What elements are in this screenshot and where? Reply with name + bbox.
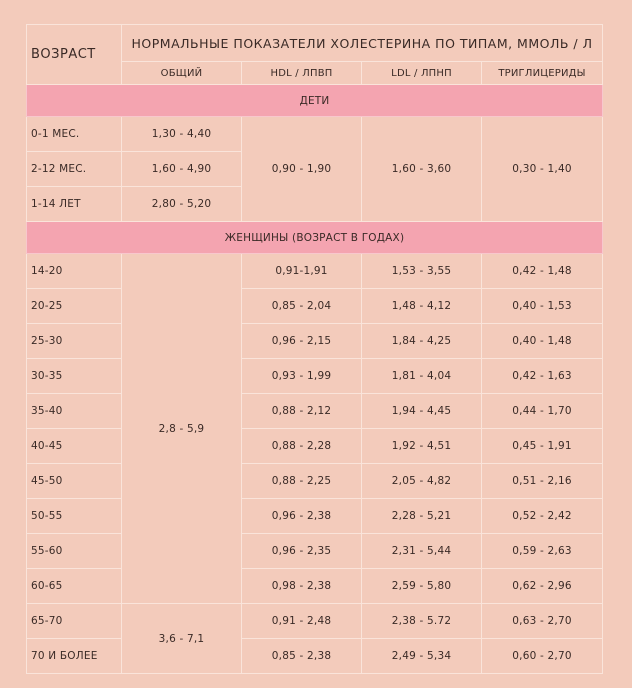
table-row (27, 569, 603, 604)
age-cell: 25-30 (27, 324, 122, 359)
hdl-cell: 0,96 - 2,15 (242, 324, 362, 359)
ldl-cell: 2,38 - 5.72 (362, 604, 482, 639)
ldl-cell: 1,60 - 3,60 (362, 117, 482, 222)
table-title-header: НОРМАЛЬНЫЕ ПОКАЗАТЕЛИ ХОЛЕСТЕРИНА ПО ТИПАМ, ММОЛЬ / Л (122, 25, 603, 62)
total-cell: 1,30 - 4,40 (122, 117, 242, 152)
total-cell: 2,80 - 5,20 (122, 187, 242, 222)
table-row (27, 429, 603, 464)
age-cell: 20-25 (27, 289, 122, 324)
hdl-cell: 0,88 - 2,28 (242, 429, 362, 464)
age-cell: 45-50 (27, 464, 122, 499)
table-row (27, 359, 603, 394)
age-cell: 2-12 МЕС. (27, 152, 122, 187)
hdl-cell: 0,85 - 2,38 (242, 639, 362, 674)
table-row (27, 604, 603, 639)
trig-cell: 0,60 - 2,70 (482, 639, 603, 674)
ldl-cell: 2,28 - 5,21 (362, 499, 482, 534)
ldl-cell: 1,53 - 3,55 (362, 254, 482, 289)
trig-cell: 0,59 - 2,63 (482, 534, 603, 569)
total-cell-group1: 2,8 - 5,9 (122, 254, 242, 604)
cholesterol-table (26, 24, 603, 674)
trig-cell: 0,44 - 1,70 (482, 394, 603, 429)
cholesterol-table-frame (26, 24, 606, 688)
age-cell: 40-45 (27, 429, 122, 464)
section-children: ДЕТИ (27, 85, 603, 117)
table-row (27, 534, 603, 569)
hdl-cell: 0,88 - 2,12 (242, 394, 362, 429)
ldl-cell: 2,05 - 4,82 (362, 464, 482, 499)
ldl-cell: 1,48 - 4,12 (362, 289, 482, 324)
trig-column-header: ТРИГЛИЦЕРИДЫ (482, 62, 603, 85)
table-row (27, 394, 603, 429)
trig-cell: 0,40 - 1,53 (482, 289, 603, 324)
ldl-cell: 2,59 - 5,80 (362, 569, 482, 604)
age-cell: 60-65 (27, 569, 122, 604)
table-row (27, 324, 603, 359)
age-cell: 1-14 ЛЕТ (27, 187, 122, 222)
section-women: ЖЕНЩИНЫ (ВОЗРАСТ В ГОДАХ) (27, 222, 603, 254)
hdl-cell: 0,96 - 2,35 (242, 534, 362, 569)
hdl-column-header: HDL / ЛПВП (242, 62, 362, 85)
trig-cell: 0,30 - 1,40 (482, 117, 603, 222)
ldl-cell: 1,92 - 4,51 (362, 429, 482, 464)
age-cell: 55-60 (27, 534, 122, 569)
ldl-cell: 2,49 - 5,34 (362, 639, 482, 674)
ldl-cell: 1,94 - 4,45 (362, 394, 482, 429)
table-row (27, 464, 603, 499)
total-column-header: ОБЩИЙ (122, 62, 242, 85)
trig-cell: 0,62 - 2,96 (482, 569, 603, 604)
hdl-cell: 0,98 - 2,38 (242, 569, 362, 604)
age-cell: 50-55 (27, 499, 122, 534)
hdl-cell: 0,90 - 1,90 (242, 117, 362, 222)
age-cell: 35-40 (27, 394, 122, 429)
age-cell: 14-20 (27, 254, 122, 289)
table-row (27, 289, 603, 324)
hdl-cell: 0,85 - 2,04 (242, 289, 362, 324)
ldl-column-header: LDL / ЛПНП (362, 62, 482, 85)
age-cell: 70 И БОЛЕЕ (27, 639, 122, 674)
hdl-cell: 0,93 - 1,99 (242, 359, 362, 394)
trig-cell: 0,63 - 2,70 (482, 604, 603, 639)
hdl-cell: 0,91-1,91 (242, 254, 362, 289)
hdl-cell: 0,91 - 2,48 (242, 604, 362, 639)
trig-cell: 0,40 - 1,48 (482, 324, 603, 359)
trig-cell: 0,42 - 1,63 (482, 359, 603, 394)
total-cell-group2: 3,6 - 7,1 (122, 604, 242, 674)
hdl-cell: 0,96 - 2,38 (242, 499, 362, 534)
age-cell: 65-70 (27, 604, 122, 639)
ldl-cell: 2,31 - 5,44 (362, 534, 482, 569)
age-column-header: ВОЗРАСТ (27, 25, 122, 85)
ldl-cell: 1,84 - 4,25 (362, 324, 482, 359)
trig-cell: 0,42 - 1,48 (482, 254, 603, 289)
table-row (27, 254, 603, 289)
table-row (27, 639, 603, 674)
age-cell: 30-35 (27, 359, 122, 394)
hdl-cell: 0,88 - 2,25 (242, 464, 362, 499)
table-row (27, 499, 603, 534)
trig-cell: 0,45 - 1,91 (482, 429, 603, 464)
trig-cell: 0,52 - 2,42 (482, 499, 603, 534)
trig-cell: 0,51 - 2,16 (482, 464, 603, 499)
total-cell: 1,60 - 4,90 (122, 152, 242, 187)
ldl-cell: 1,81 - 4,04 (362, 359, 482, 394)
age-cell: 0-1 МЕС. (27, 117, 122, 152)
